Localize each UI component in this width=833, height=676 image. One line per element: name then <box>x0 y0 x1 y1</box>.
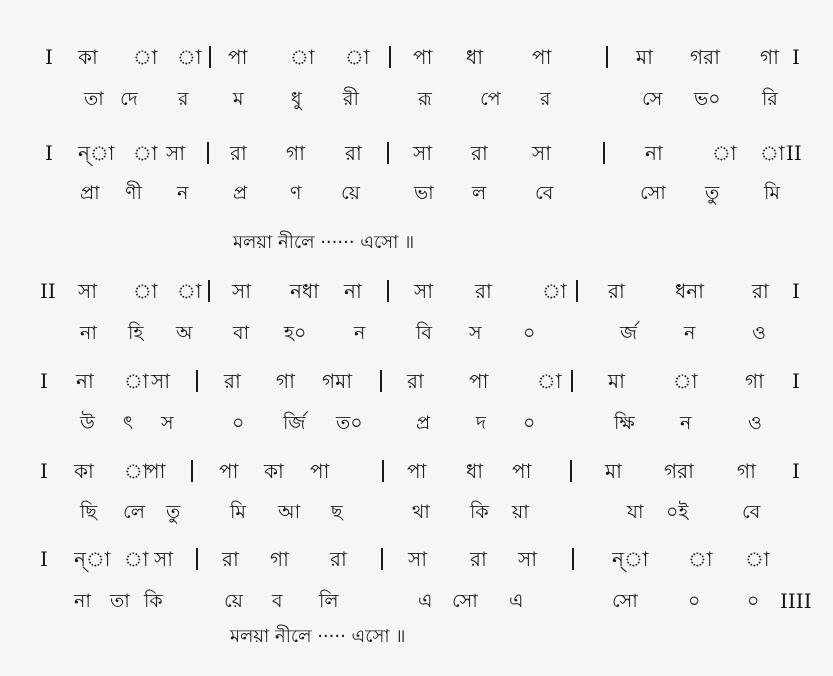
lyric-syllable: র <box>178 88 189 110</box>
note: রা <box>407 369 424 393</box>
start-mark: I <box>40 369 48 393</box>
bar-line <box>571 370 573 392</box>
lyric-syllable: বা <box>233 322 250 344</box>
bar-line <box>382 460 384 482</box>
lyric-syllable: ও <box>752 322 766 344</box>
note: সা <box>413 141 433 165</box>
lyric-syllable: ধু <box>291 88 302 110</box>
lyric-syllable: তু <box>705 182 720 204</box>
note: পা <box>310 459 330 483</box>
note: সা <box>414 279 434 303</box>
note: রা <box>475 279 492 303</box>
note: া <box>760 141 785 165</box>
lyric-syllable: লি <box>319 590 339 612</box>
lyric-syllable: বে <box>535 182 554 204</box>
lyric-syllable: ০ <box>747 590 760 612</box>
note: া <box>133 279 158 303</box>
bar-line <box>207 142 209 164</box>
note: না <box>645 141 663 165</box>
note: া <box>537 369 562 393</box>
lyric-syllable: সো <box>612 590 638 612</box>
bar-line <box>209 46 211 68</box>
lyric-syllable: স <box>161 412 174 434</box>
lyric-syllable: প্র <box>233 182 248 204</box>
note: ধা <box>466 459 484 483</box>
start-mark: I <box>45 141 53 165</box>
bar-line <box>570 460 572 482</box>
lyric-syllable: র্জি <box>283 412 306 434</box>
note: া <box>542 279 567 303</box>
bar-line <box>389 46 391 68</box>
note: গা <box>737 459 756 483</box>
note: া <box>124 547 149 571</box>
lyric-syllable: ন <box>684 322 696 344</box>
note: ধা <box>466 45 484 69</box>
lyric-syllable: ছি <box>80 501 97 523</box>
lyric-syllable: ন <box>177 182 189 204</box>
lyric-syllable: য়া <box>512 501 529 523</box>
bar-line <box>576 280 578 302</box>
lyric-syllable: র <box>540 88 551 110</box>
note: সা <box>78 279 98 303</box>
note: পা <box>407 459 427 483</box>
note: া <box>673 369 698 393</box>
lyric-syllable: আ <box>278 501 301 523</box>
lyric-syllable: প্র <box>416 412 431 434</box>
note: গা <box>760 45 779 69</box>
lyric-syllable: ণী <box>125 182 142 204</box>
lyric-syllable: তা <box>84 88 104 110</box>
note: রা <box>222 547 239 571</box>
lyric-syllable: ০ <box>523 322 536 344</box>
lyric-syllable: দে <box>120 88 138 110</box>
note: গা <box>276 369 295 393</box>
note: পা <box>532 45 552 69</box>
lyric-syllable: সে <box>642 88 663 110</box>
lyric-syllable: পে <box>480 88 501 110</box>
refrain-line: মলয়া নীলে ····· এসো ॥ <box>230 626 406 647</box>
note: া <box>688 547 713 571</box>
note: না <box>76 369 94 393</box>
note: া <box>290 45 315 69</box>
note: া <box>177 279 202 303</box>
note: পা <box>413 45 433 69</box>
note: রা <box>471 141 488 165</box>
note: গমা <box>322 369 353 393</box>
lyric-syllable: র্জ <box>620 322 637 344</box>
note: না <box>344 279 362 303</box>
note: সা <box>166 141 186 165</box>
start-mark: II <box>40 279 56 303</box>
end-mark: I <box>792 459 800 483</box>
lyric-syllable: ত০ <box>336 412 363 434</box>
bar-line <box>196 548 198 570</box>
lyric-syllable: ব <box>272 590 283 612</box>
note: পা <box>146 459 166 483</box>
note: া <box>345 45 370 69</box>
note: সা <box>151 369 171 393</box>
bar-line <box>196 370 198 392</box>
note: সা <box>532 141 552 165</box>
end-mark: I <box>792 45 800 69</box>
note: মা <box>608 369 625 393</box>
note: গরা <box>664 459 694 483</box>
note: নধা <box>290 279 319 303</box>
lyric-syllable: য়ে <box>224 590 243 612</box>
note: পা <box>228 45 248 69</box>
lyric-syllable: ভা <box>414 182 434 204</box>
note: কা <box>264 459 284 483</box>
note: রা <box>230 141 247 165</box>
lyric-syllable: ণ <box>290 182 302 204</box>
note: সা <box>518 547 538 571</box>
note: া <box>124 459 149 483</box>
lyric-syllable: লে <box>123 501 145 523</box>
refrain-line: মলয়া নীলে ······ এসো ॥ <box>233 232 415 253</box>
lyric-syllable: ল <box>472 182 487 204</box>
note: রা <box>752 279 769 303</box>
lyric-syllable: রী <box>343 88 359 110</box>
start-mark: I <box>45 45 53 69</box>
lyric-syllable: তা <box>110 590 130 612</box>
note: কা <box>74 459 94 483</box>
note: ন্া <box>612 547 649 571</box>
bar-line <box>606 46 608 68</box>
lyric-syllable: না <box>80 322 97 344</box>
note: গা <box>270 547 289 571</box>
lyric-syllable: ০ <box>523 412 536 434</box>
note: ধনা <box>675 279 704 303</box>
note: গা <box>286 141 305 165</box>
bar-line <box>381 548 383 570</box>
lyric-syllable: ম <box>233 88 244 110</box>
note: ন্া <box>74 547 111 571</box>
end-mark: I <box>792 279 800 303</box>
lyric-syllable: থা <box>412 501 430 523</box>
note: মা <box>605 459 622 483</box>
bar-line <box>572 548 574 570</box>
note: মা <box>636 45 653 69</box>
note: রা <box>224 369 241 393</box>
note: া <box>177 45 202 69</box>
bar-line <box>387 280 389 302</box>
note: রা <box>470 547 487 571</box>
lyric-syllable: ০ই <box>666 501 689 523</box>
lyric-syllable: কি <box>144 590 163 612</box>
note: সা <box>408 547 428 571</box>
note: গরা <box>690 45 720 69</box>
note: ন্া <box>78 141 115 165</box>
lyric-syllable: বি <box>416 322 433 344</box>
note: রা <box>608 279 625 303</box>
note: া <box>124 369 149 393</box>
lyric-syllable: ন <box>680 412 692 434</box>
lyric-syllable: মি <box>764 182 780 204</box>
note: া <box>133 45 158 69</box>
lyric-syllable: প্রা <box>80 182 100 204</box>
end-mark: I <box>792 369 800 393</box>
lyric-syllable: হ০ <box>284 322 307 344</box>
note: সা <box>232 279 252 303</box>
lyric-syllable: উ <box>80 412 95 434</box>
lyric-syllable: রূ <box>418 88 432 110</box>
lyric-syllable: বে <box>742 501 761 523</box>
note: গা <box>745 369 764 393</box>
lyric-syllable: কি <box>470 501 489 523</box>
lyric-syllable: ৎ <box>123 412 134 434</box>
note: া <box>133 141 158 165</box>
start-mark: I <box>40 459 48 483</box>
lyric-syllable: সো <box>452 590 478 612</box>
lyric-syllable: রি <box>762 88 778 110</box>
lyric-syllable: স <box>469 322 482 344</box>
bar-line <box>380 370 382 392</box>
lyric-syllable: যা <box>627 501 644 523</box>
lyric-syllable: এ <box>509 590 524 612</box>
lyric-syllable: ভ০ <box>694 88 721 110</box>
end-mark: IIII <box>780 589 812 613</box>
lyric-syllable: ও <box>748 412 762 434</box>
start-mark: I <box>40 547 48 571</box>
note: া <box>745 547 770 571</box>
lyric-syllable: অ <box>176 322 193 344</box>
lyric-syllable: ০ <box>232 412 245 434</box>
note: পা <box>512 459 532 483</box>
note: কা <box>78 45 98 69</box>
note: সা <box>154 547 174 571</box>
lyric-syllable: সো <box>640 182 666 204</box>
lyric-syllable: ক্ষি <box>614 412 635 434</box>
bar-line <box>208 280 210 302</box>
lyric-syllable: ন <box>354 322 366 344</box>
end-mark: II <box>786 141 802 165</box>
lyric-syllable: হি <box>128 322 144 344</box>
note: পা <box>219 459 239 483</box>
lyric-syllable: ০ <box>688 590 701 612</box>
bar-line <box>191 460 193 482</box>
bar-line <box>603 142 605 164</box>
lyric-syllable: মি <box>230 501 246 523</box>
lyric-syllable: দ <box>476 412 486 434</box>
lyric-syllable: য়ে <box>341 182 360 204</box>
lyric-syllable: তু <box>166 501 181 523</box>
lyric-syllable: না <box>74 590 91 612</box>
lyric-syllable: ছ <box>331 501 343 523</box>
note: রা <box>330 547 347 571</box>
lyric-syllable: এ <box>418 590 433 612</box>
note: রা <box>345 141 362 165</box>
note: পা <box>469 369 489 393</box>
note: া <box>712 141 737 165</box>
bar-line <box>387 142 389 164</box>
